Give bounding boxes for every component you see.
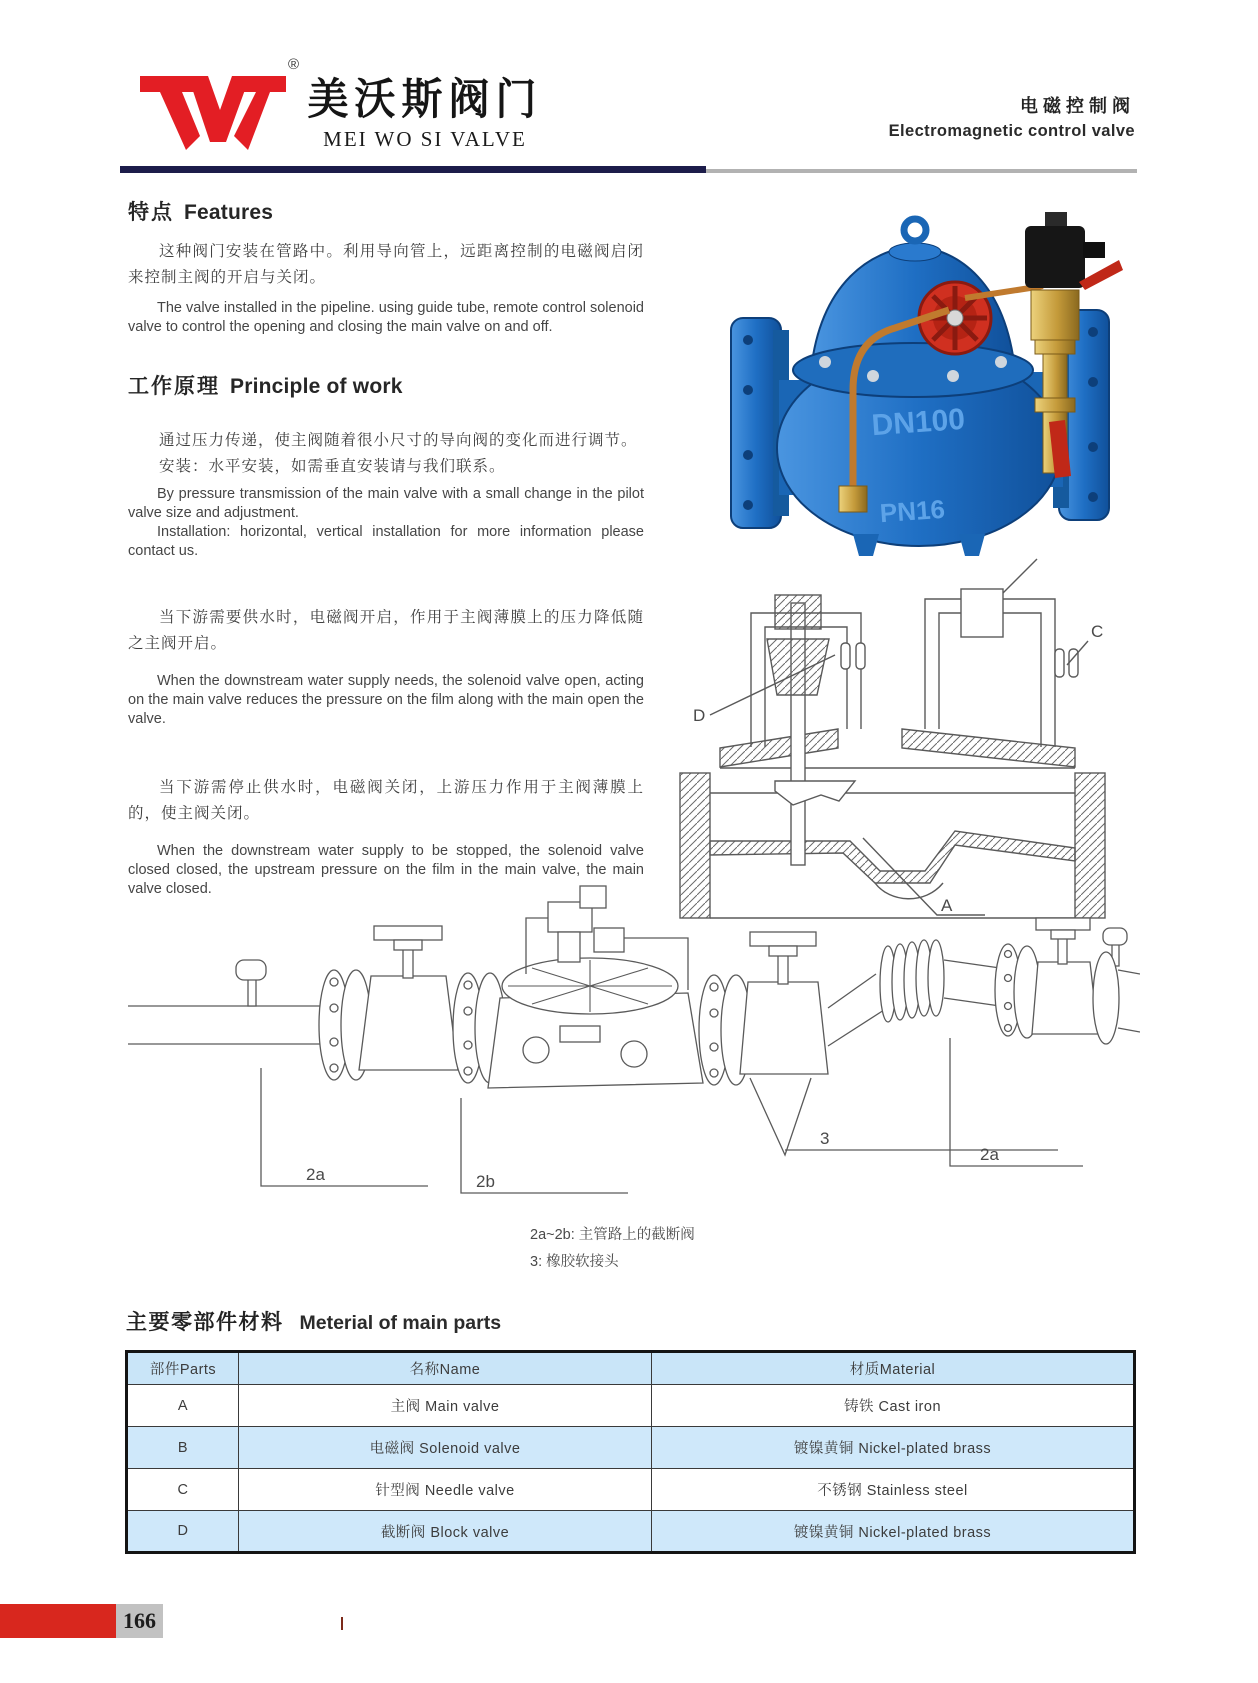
page-number: 166 [123,1608,156,1633]
principle-heading-cn: 工作原理 [128,375,220,398]
header-rule-dark [120,166,706,173]
materials-table [125,1350,1136,1554]
section-label-d: D [693,706,706,725]
principle-heading-en: Principle of work [230,375,403,398]
install-label-2a-right: 2a [980,1145,999,1164]
section-label-c: C [1091,622,1104,641]
page-title [889,92,1135,141]
features-heading [128,196,644,226]
installation-caption [530,1222,695,1276]
cell-material: 铸铁 Cast iron [652,1385,1135,1427]
table-row [127,1427,1135,1469]
materials-title-cn: 主要零部件材料 [126,1311,284,1334]
photo-lifting-eye [904,219,926,241]
features-heading-cn: 特点 [128,201,174,224]
materials-header-row [127,1352,1135,1385]
principle-paragraph-1-en: By pressure transmission of the main valve with a small change in the pilot valve size and adjustment. [128,486,644,521]
installation-caption-line2: 3: 橡胶软接头 [530,1254,619,1270]
materials-title-en: Meterial of main parts [299,1312,502,1334]
features-section [128,196,644,337]
brand-name-cn: 美沃斯阀门 [307,73,543,125]
principle-paragraph-3-cn: 当下游需要供水时，电磁阀开启，作用于主阀薄膜上的压力降低随之主阀开启。 [128,609,644,652]
features-paragraph-cn: 这种阀门安装在管路中。利用导向管上，远距离控制的电磁阀启闭来控制主阀的开启与关闭。 [128,243,644,286]
photo-pn-marking: PN16 [878,493,946,529]
principle-paragraph-2-en: Installation: horizontal, vertical installation for more information please contact us. [128,524,644,559]
principle-paragraph-4-en: When the downstream water supply to be stopped, the solenoid valve closed closed, the upstream pressure on the film in the main valve, the main valve closed. [128,843,644,897]
photo-brass-fitting [839,486,867,512]
install-label-2b: 2b [476,1172,495,1191]
rubber-joint [880,940,944,1022]
footer-page-block [116,1604,163,1638]
brand-text [300,66,550,152]
principle-section [128,370,644,899]
cell-material: 镀镍黄铜 Nickel-plated brass [652,1511,1135,1553]
features-heading-en: Features [184,201,274,224]
page-title-cn: 电磁控制阀 [1020,96,1135,116]
cell-material: 不锈钢 Stainless steel [652,1469,1135,1511]
cell-name: 针型阀 Needle valve [239,1469,652,1511]
control-valve-photo-illustration [703,190,1137,558]
brand-name-en: MEI WO SI VALVE [323,127,527,151]
cell-name: 主阀 Main valve [239,1385,652,1427]
column-header-parts: 部件Parts [127,1352,239,1385]
principle-paragraph-1-cn: 通过压力传递，使主阀随着很小尺寸的导向阀的变化而进行调节。 [159,432,638,449]
cell-name: 电磁阀 Solenoid valve [239,1427,652,1469]
column-header-name: 名称Name [239,1352,652,1385]
product-photo [703,190,1137,558]
cell-part: B [127,1427,239,1469]
cell-part: D [127,1511,239,1553]
table-row [127,1511,1135,1553]
brand-logo [138,58,288,158]
header-rule-gray [706,169,1137,173]
registered-mark: ® [288,56,300,73]
section-view-drawing [625,543,1117,931]
materials-title [126,1306,501,1336]
page-title-en: Electromagnetic control valve [888,122,1135,140]
install-label-3: 3 [820,1129,830,1148]
installation-caption-line1: 2a~2b: 主管路上的截断阀 [530,1227,695,1243]
solenoid-box [961,589,1003,637]
photo-red-lever [1079,260,1123,290]
install-label-2a-left: 2a [306,1165,325,1184]
table-row [127,1385,1135,1427]
section-view-diagram [625,543,1117,931]
installation-diagram [128,878,1140,1200]
cell-part: A [127,1385,239,1427]
principle-paragraph-4-cn: 当下游需停止供水时，电磁阀关闭，上游压力作用于主阀薄膜上的，使主阀关闭。 [128,779,644,822]
cell-name: 截断阀 Block valve [239,1511,652,1553]
photo-dn-marking: DN100 [870,402,967,443]
footer-tick-mark [341,1617,343,1630]
principle-heading [128,370,644,400]
section-label-a: A [941,896,953,915]
features-paragraph-en: The valve installed in the pipeline. using guide tube, remote control solenoid valve to control the opening and closing the main valve on and off. [128,300,644,335]
cell-material: 镀镍黄铜 Nickel-plated brass [652,1427,1135,1469]
table-row [127,1469,1135,1511]
principle-paragraph-3-en: When the downstream water supply needs, the solenoid valve open, acting on the main valve reduces the pressure on the film along with the main open the valve. [128,673,644,727]
photo-solenoid-coil [1025,226,1085,288]
photo-bonnet [793,219,1033,397]
column-header-material: 材质Material [652,1352,1135,1385]
cell-part: C [127,1469,239,1511]
installation-drawing [128,878,1140,1200]
principle-paragraph-2-cn: 安装：水平安装，如需垂直安装请与我们联系。 [159,458,506,475]
footer-red-band [0,1604,116,1638]
brand-logo-icon [138,58,288,158]
